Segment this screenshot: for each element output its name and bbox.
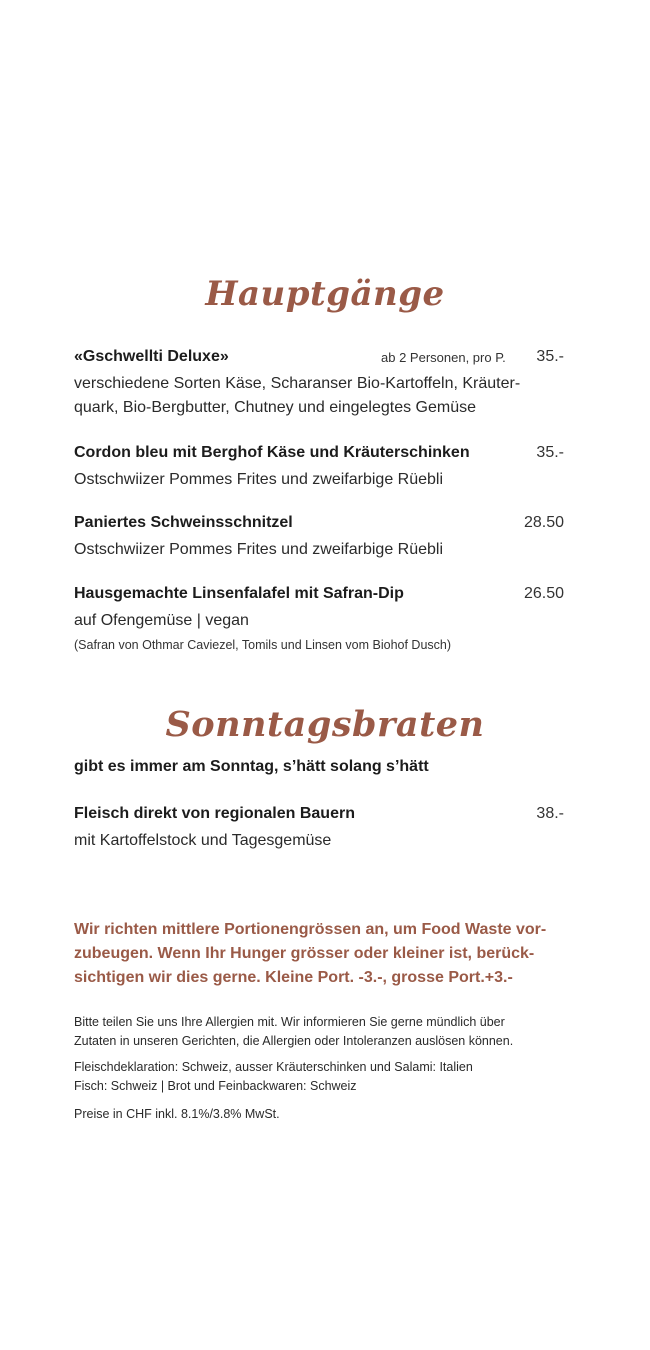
dish-price: 35.- (536, 348, 564, 365)
dish-price: 38.- (536, 805, 564, 822)
allergy-note-line: Bitte teilen Sie uns Ihre Allergien mit. Wir informieren Sie gerne mündlich über (74, 1015, 505, 1029)
section-title-hauptgaenge: Hauptgänge (205, 274, 445, 314)
section-title-sonntagsbraten: Sonntagsbraten (165, 704, 485, 745)
dish-price: 28.50 (523, 514, 564, 531)
dish-description (74, 372, 564, 420)
dish-description-line: verschiedene Sorten Käse, Scharanser Bio-Kartoffeln, Kräuter- (74, 375, 521, 392)
portion-notice (74, 918, 579, 990)
dish-name: Cordon bleu mit Berghof Käse und Kräuterschinken (74, 444, 470, 461)
dish-item-linsenfalafel (74, 585, 564, 655)
portion-notice-line: Wir richten mittlere Portionengrössen an, um Food Waste vor- (74, 921, 547, 938)
dish-name: Fleisch direkt von regionalen Bauern (74, 805, 355, 822)
dish-origin-note: (Safran von Othmar Caviezel, Tomils und Linsen vom Biohof Dusch) (74, 638, 452, 652)
dish-description: auf Ofengemüse | vegan (74, 612, 249, 629)
dish-price: 35.- (536, 444, 564, 461)
dish-description: Ostschwiizer Pommes Frites und zweifarbige Rüebli (74, 541, 444, 558)
dish-item-cordon-bleu (74, 444, 564, 492)
dish-note: ab 2 Personen, pro P. (381, 350, 506, 365)
dish-name: «Gschwellti Deluxe» (74, 348, 229, 365)
dish-item-fleisch (74, 805, 564, 853)
allergy-note (74, 1013, 574, 1051)
dish-item-schweinsschnitzel (74, 514, 564, 562)
dish-price: 26.50 (523, 585, 564, 602)
allergy-note-line: Zutaten in unseren Gerichten, die Allergien oder Intoleranzen auslösen können. (74, 1034, 514, 1048)
origin-declaration (74, 1058, 574, 1096)
portion-notice-line: sichtigen wir dies gerne. Kleine Port. -3.-, grosse Port.+3.- (74, 969, 513, 986)
dish-item-gschwellti (74, 348, 564, 420)
dish-name: Hausgemachte Linsenfalafel mit Safran-Dip (74, 585, 404, 602)
dish-description: Ostschwiizer Pommes Frites und zweifarbige Rüebli (74, 471, 444, 488)
dish-description: mit Kartoffelstock und Tagesgemüse (74, 832, 332, 849)
origin-declaration-line: Fisch: Schweiz | Brot und Feinbackwaren: Schweiz (74, 1079, 357, 1093)
sunday-tagline: gibt es immer am Sonntag, s’hätt solang s’hätt (74, 758, 429, 775)
dish-name: Paniertes Schweinsschnitzel (74, 514, 293, 531)
portion-notice-line: zubeugen. Wenn Ihr Hunger grösser oder kleiner ist, berück- (74, 945, 535, 962)
vat-note: Preise in CHF inkl. 8.1%/3.8% MwSt. (74, 1107, 280, 1121)
origin-declaration-line: Fleischdeklaration: Schweiz, ausser Kräuterschinken und Salami: Italien (74, 1060, 473, 1074)
dish-description-line: quark, Bio-Bergbutter, Chutney und eingelegtes Gemüse (74, 399, 477, 416)
